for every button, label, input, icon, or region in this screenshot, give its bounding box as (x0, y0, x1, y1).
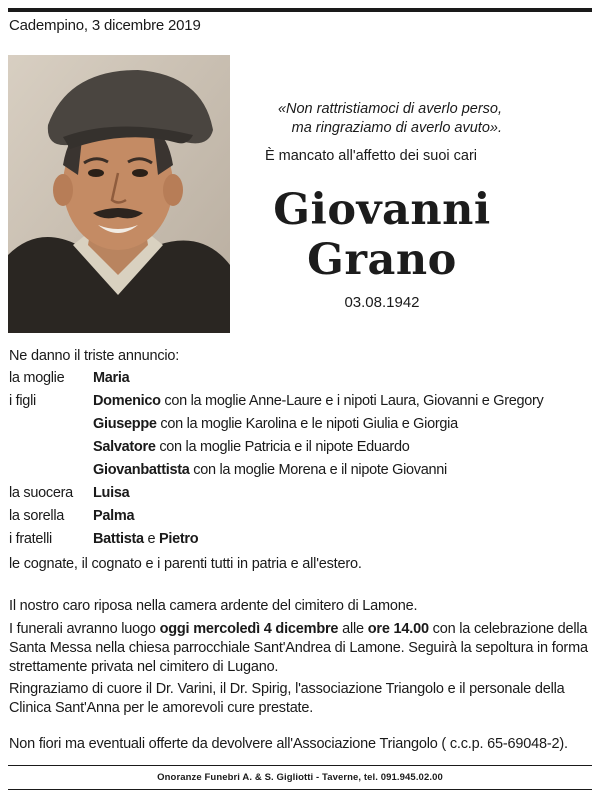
relative-name: Battista (93, 531, 144, 547)
relative-label: la suocera (9, 485, 73, 501)
mancato-text: È mancato all'affetto dei suoi cari (264, 148, 478, 164)
relative-label: la sorella (9, 508, 65, 524)
relative-name: Luisa (93, 485, 130, 501)
relative-name: Pietro (159, 531, 199, 547)
funerali-part-c: con la celebrazione della Santa Messa nella chiesa parrocchiale Sant'Andrea di Lamone. Seguirà la sepoltura in forma strettamente privata nel cimitero di Lugano. (9, 621, 588, 675)
relative-label: i figli (9, 393, 36, 409)
relative-detail: con la moglie Karolina e le nipoti Giulia e Giorgia (156, 416, 458, 432)
footer-rule-top (8, 765, 592, 766)
relative-label: i fratelli (9, 531, 52, 547)
deceased-name (232, 185, 532, 285)
quote-line-2: ma ringraziamo di averlo avuto». (291, 120, 502, 136)
relative-name: Giuseppe (93, 416, 157, 432)
portrait-photo (8, 55, 230, 333)
relative-detail: con la moglie Patricia e il nipote Eduardo (155, 439, 410, 455)
funerali-part-a: I funerali avranno luogo (9, 621, 160, 637)
relative-name: Maria (93, 370, 130, 386)
relative-conjunction: e (143, 531, 160, 547)
announcement-others: le cognate, il cognato e i parenti tutti in patria e all'estero. (9, 556, 362, 572)
first-name: Giovanni (273, 185, 491, 235)
relative-label: la moglie (9, 370, 65, 386)
footer-rule-bottom (8, 789, 592, 790)
relative-name: Palma (93, 508, 135, 524)
relative-name: Giovanbattista (93, 462, 190, 478)
funerali-text (9, 620, 593, 677)
relative-name: Salvatore (93, 439, 156, 455)
portrait-illustration (8, 55, 230, 333)
ringraziamenti-text: Ringraziamo di cuore il Dr. Varini, il Dr. Spirig, l'associazione Triangolo e il personale della Clinica Sant'Anna per le amorevoli cure prestate. (9, 681, 565, 716)
place-date: Cadempino, 3 dicembre 2019 (9, 17, 201, 34)
funerali-part-b: alle (338, 621, 368, 637)
last-name: Grano (307, 235, 457, 285)
birth-date: 03.08.1942 (344, 294, 420, 311)
footer-funeral-home: Onoranze Funebri A. & S. Gigliotti - Taverne, tel. 091.945.02.00 (157, 772, 443, 783)
relative-name: Domenico (93, 393, 161, 409)
funerali-time: ore 14.00 (367, 621, 429, 637)
relative-detail: con la moglie Anne-Laure e i nipoti Laura, Giovanni e Gregory (160, 393, 544, 409)
quote (240, 100, 502, 138)
camera-ardente-text: Il nostro caro riposa nella camera ardente del cimitero di Lamone. (9, 598, 418, 614)
top-rule (8, 8, 592, 12)
fiori-text: Non fiori ma eventuali offerte da devolvere all'Associazione Triangolo ( c.c.p. 65-69048-2). (9, 736, 568, 752)
funerali-day: oggi mercoledì 4 dicembre (159, 621, 339, 637)
quote-line-1: «Non rattristiamoci di averlo perso, (277, 101, 502, 117)
relative-detail: con la moglie Morena e il nipote Giovanni (189, 462, 447, 478)
announcement-intro: Ne danno il triste annuncio: (9, 348, 180, 364)
